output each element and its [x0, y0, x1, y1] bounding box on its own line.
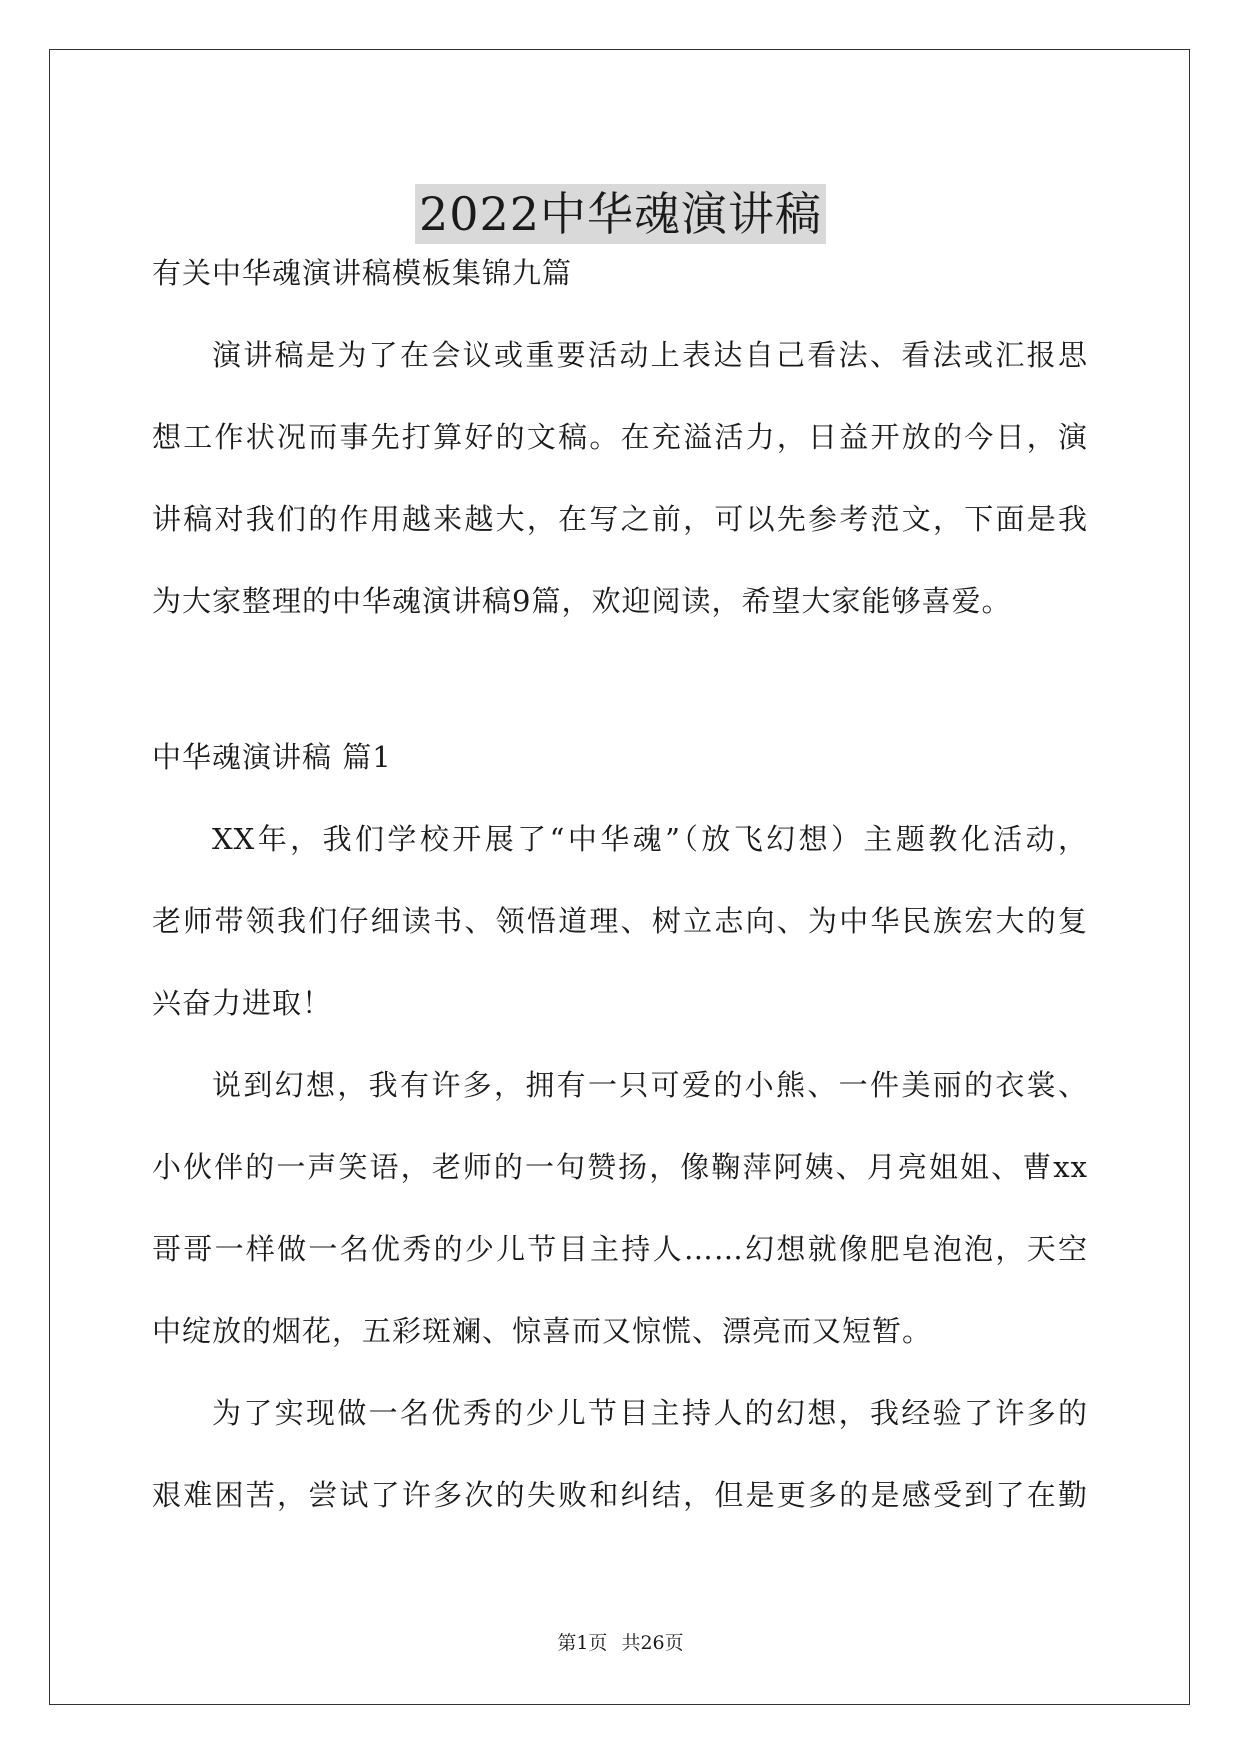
document-body	[152, 232, 1088, 1536]
intro-line: 想工作状况而事先打算好的文稿。在充溢活力，日益开放的今日，演	[152, 420, 1088, 454]
paragraph-line: 艰难困苦，尝试了许多次的失败和纠结，但是更多的是感受到了在勤	[152, 1478, 1088, 1512]
section-heading: 中华魂演讲稿 篇1	[152, 740, 392, 774]
page-total: 共26页	[621, 1632, 684, 1654]
paragraph-line: 说到幻想，我有许多，拥有一只可爱的小熊、一件美丽的衣裳、	[212, 1068, 1088, 1102]
paragraph-line: 中绽放的烟花，五彩斑斓、惊喜而又惊慌、漂亮而又短暂。	[152, 1314, 933, 1348]
section-gap	[152, 642, 1088, 716]
paragraph-line: 小伙伴的一声笑语，老师的一句赞扬，像鞠萍阿姨、月亮姐姐、曹xx	[152, 1150, 1088, 1184]
document-title: 2022中华魂演讲稿	[415, 184, 826, 244]
page-number: 第1页	[557, 1632, 608, 1654]
page-footer	[0, 1628, 1241, 1655]
document-subtitle: 有关中华魂演讲稿模板集锦九篇	[152, 256, 573, 290]
paragraph-line: 为了实现做一名优秀的少儿节目主持人的幻想，我经验了许多的	[212, 1396, 1088, 1430]
intro-line: 演讲稿是为了在会议或重要活动上表达自己看法、看法或汇报思	[212, 338, 1088, 372]
intro-line: 为大家整理的中华魂演讲稿9篇，欢迎阅读，希望大家能够喜爱。	[152, 584, 1012, 618]
paragraph-line: XX年，我们学校开展了“中华魂”（放飞幻想）主题教化活动，	[212, 822, 1088, 856]
paragraph-line: 哥哥一样做一名优秀的少儿节目主持人……幻想就像肥皂泡泡，天空	[152, 1232, 1088, 1266]
intro-line: 讲稿对我们的作用越来越大，在写之前，可以先参考范文，下面是我	[152, 502, 1088, 536]
paragraph-line: 兴奋力进取！	[152, 986, 333, 1020]
paragraph-line: 老师带领我们仔细读书、领悟道理、树立志向、为中华民族宏大的复	[152, 904, 1088, 938]
